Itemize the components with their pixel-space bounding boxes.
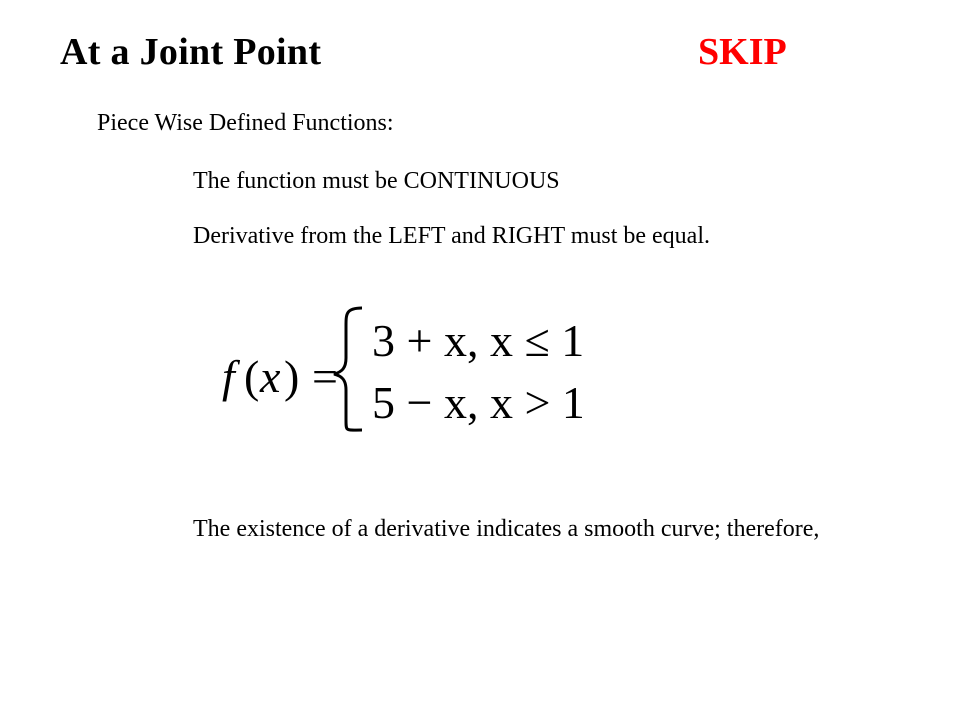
rule-derivative: Derivative from the LEFT and RIGHT must be equal. — [193, 223, 710, 249]
slide-title: At a Joint Point — [60, 31, 322, 73]
formula-case-2: 5 − x, x > 1 — [372, 377, 582, 428]
formula-lhs-open-paren: ( — [244, 351, 260, 402]
rule-continuous: The function must be CONTINUOUS — [193, 168, 560, 194]
closing-paragraph: The existence of a derivative indicates a smooth curve; therefore, — [193, 516, 820, 542]
curly-brace-icon — [334, 308, 362, 430]
section-heading: Piece Wise Defined Functions: — [97, 110, 394, 136]
formula-lhs-f: f — [222, 351, 235, 402]
formula-equals-sign: = — [312, 351, 338, 402]
piecewise-formula — [222, 300, 582, 435]
formula-lhs-x: x — [260, 351, 281, 402]
formula-lhs-close-paren: ) — [284, 351, 300, 402]
formula-case-1: 3 + x, x ≤ 1 — [372, 315, 582, 366]
skip-label: SKIP — [698, 31, 787, 73]
